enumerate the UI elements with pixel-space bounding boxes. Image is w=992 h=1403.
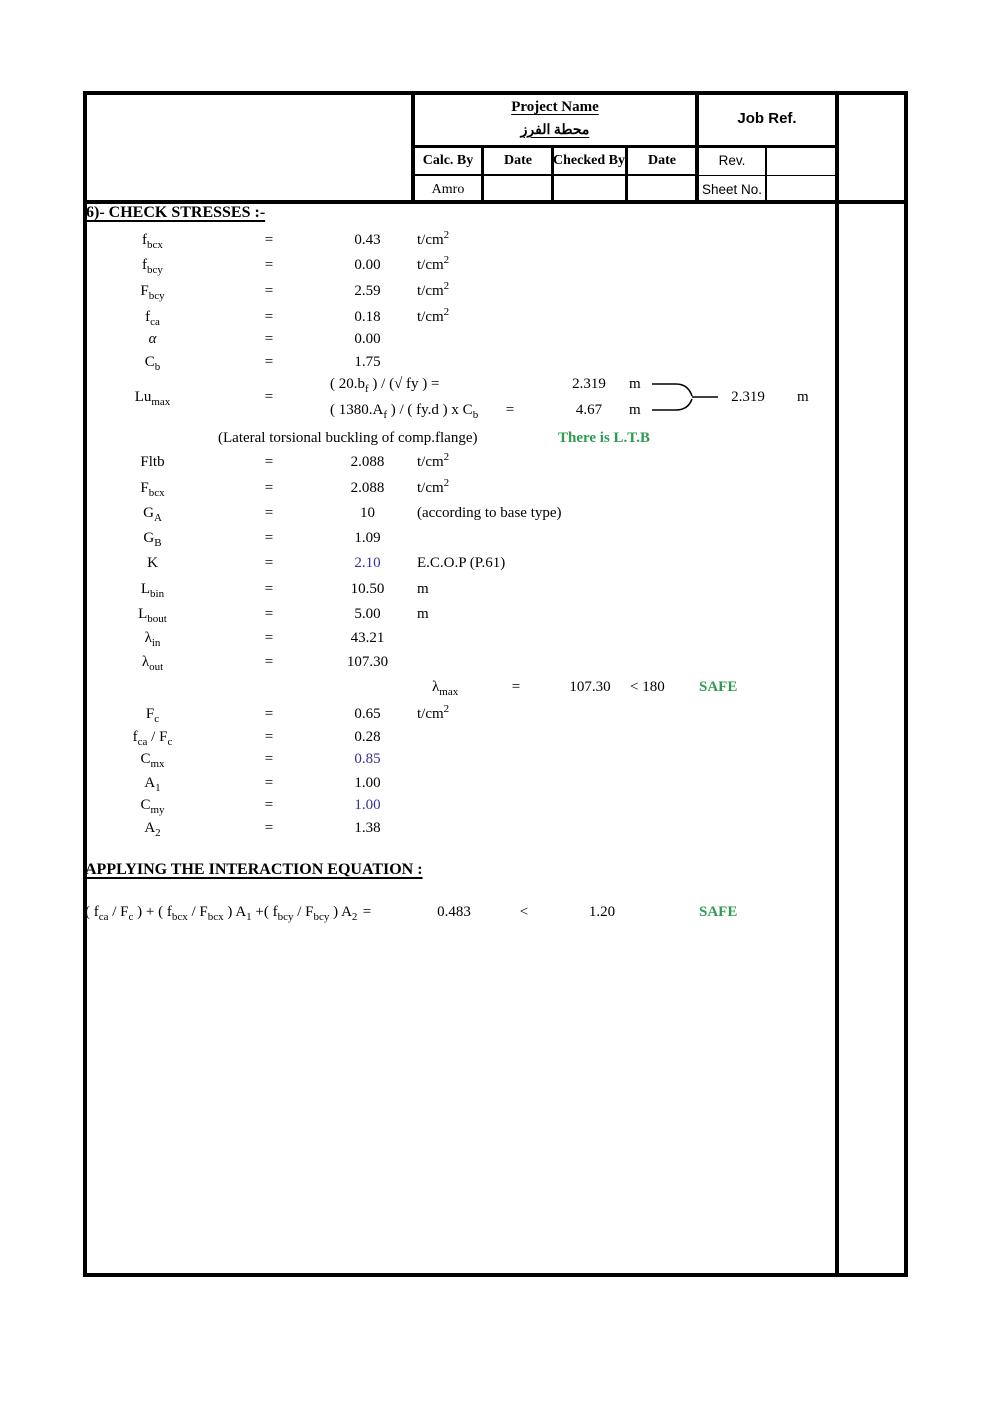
- variable-value: 2.088: [350, 454, 385, 470]
- variable-unit: m: [417, 581, 429, 597]
- variable-value: 0.65: [354, 706, 381, 722]
- variable-label: $G_A$: [143, 505, 162, 524]
- variable-value: 0.28: [354, 729, 381, 745]
- variable-value: 43.21: [350, 630, 385, 646]
- equals-sign: =: [264, 706, 274, 722]
- variable-value: 1.00: [354, 775, 381, 791]
- variable-label: K: [147, 555, 158, 571]
- lu-max-formula-2: ( $1380.A_f$ ) / ( fy.d ) x $C_b$: [330, 402, 479, 421]
- equals-sign: =: [264, 654, 274, 670]
- interaction-value: 0.483: [437, 904, 471, 920]
- interaction-equals: =: [362, 904, 372, 920]
- variable-unit: [417, 627, 825, 649]
- equals-sign: =: [264, 354, 274, 370]
- calc-row: [85, 772, 825, 794]
- equals-sign: =: [264, 630, 274, 646]
- project-name-value: محطة الفرز: [520, 123, 590, 138]
- grid-line: [697, 175, 839, 176]
- equals-sign: =: [264, 581, 274, 597]
- variable-value: 10.50: [350, 581, 385, 597]
- equals-sign: =: [264, 257, 274, 273]
- date-header-2: Date: [648, 153, 676, 168]
- variable-label: $C_{mx}$: [140, 751, 165, 770]
- variable-value: 2.088: [350, 480, 385, 496]
- variable-unit: [417, 527, 825, 549]
- lambda-max-label: $\lambda_{max}$: [432, 679, 459, 698]
- variable-value: 1.09: [354, 530, 381, 546]
- date-header-1: Date: [504, 153, 532, 168]
- job-ref-label: Job Ref.: [737, 110, 797, 127]
- variable-label: $F_{bcx}$: [140, 480, 165, 499]
- calc-row: [85, 578, 825, 600]
- lu-max-label: $Lu_{max}$: [134, 389, 171, 408]
- variable-label: $f_{ca} / F_c$: [132, 729, 173, 748]
- variable-value: 0.85: [354, 751, 381, 767]
- variable-label: $C_b$: [144, 354, 161, 373]
- variable-unit: [417, 772, 825, 794]
- calc-by-header: Calc. By: [422, 153, 474, 168]
- lu-max-result-value: 2.319: [731, 389, 765, 405]
- variable-label: $f_{ca}$: [145, 309, 160, 328]
- equals-sign: =: [264, 751, 274, 767]
- variable-label: $f_{bcx}$: [142, 232, 163, 251]
- variable-unit: [417, 651, 825, 673]
- calc-row: [85, 552, 825, 574]
- calc-row: [85, 229, 825, 251]
- variable-value: 2.59: [354, 283, 381, 299]
- calc-row: [85, 703, 825, 725]
- calc-row: [85, 451, 825, 473]
- slenderness-status-badge: SAFE: [699, 679, 738, 695]
- lu-max-result-unit: m: [797, 389, 809, 405]
- section-title-interaction: APPLYING THE INTERACTION EQUATION :: [85, 861, 423, 878]
- variable-label: α: [148, 331, 157, 347]
- grid-line: [83, 91, 908, 95]
- variable-value: 1.00: [354, 797, 381, 813]
- variable-value: 0.00: [354, 257, 381, 273]
- checked-by-header: Checked By: [553, 153, 625, 168]
- variable-unit: [417, 794, 825, 816]
- lu-max-unit-1: m: [629, 376, 641, 392]
- calc-row: [85, 477, 825, 499]
- interaction-comparator: <: [519, 904, 529, 920]
- equals-sign: =: [264, 283, 274, 299]
- variable-label: $F_{bcy}$: [140, 283, 165, 302]
- variable-unit: [417, 351, 825, 373]
- lu-max-equals: =: [264, 389, 274, 405]
- variable-label: $f_{bcy}$: [142, 257, 163, 276]
- equals-sign: =: [264, 775, 274, 791]
- variable-value: 1.38: [354, 820, 381, 836]
- variable-value: 107.30: [346, 654, 389, 670]
- lambda-max-value: 107.30: [569, 679, 611, 695]
- equals-sign: =: [264, 797, 274, 813]
- equals-sign: =: [264, 606, 274, 622]
- variable-unit: [417, 726, 825, 748]
- lu-max-equals-2: =: [505, 402, 515, 418]
- rev-label: Rev.: [718, 153, 746, 168]
- calc-row: [85, 351, 825, 373]
- equals-sign: =: [264, 820, 274, 836]
- variable-value: 10: [360, 505, 375, 521]
- equals-sign: =: [264, 454, 274, 470]
- variable-label: $\lambda_{in}$: [144, 630, 161, 649]
- interaction-equation: ( $f_{ca} / F_c$ ) + ( $f_{bcx} / F_{bcx}$ ) $A_1$ +( $f_{bcy} / F_{bcy}$ ) $A_2$: [85, 904, 358, 923]
- calc-row: [85, 306, 825, 328]
- calc-row: [85, 651, 825, 673]
- variable-unit: [417, 817, 825, 839]
- project-name-label: Project Name: [511, 99, 599, 115]
- variable-label: $L_{bout}$: [138, 606, 167, 625]
- calc-by-value: Amro: [431, 182, 465, 197]
- equals-sign: =: [264, 331, 274, 347]
- ltb-status: There is L.T.B: [558, 430, 650, 446]
- calc-row: [85, 748, 825, 770]
- equals-sign: =: [264, 729, 274, 745]
- variable-unit: $t/cm^2$: [417, 254, 450, 273]
- variable-value: 1.75: [354, 354, 381, 370]
- variable-unit: $t/cm^2$: [417, 306, 450, 325]
- calc-row: [85, 794, 825, 816]
- variable-label: $F_c$: [145, 706, 160, 725]
- variable-label: $A_1$: [144, 775, 161, 794]
- calc-row: [85, 527, 825, 549]
- variable-unit: $t/cm^2$: [417, 703, 450, 722]
- lambda-max-limit: < 180: [630, 679, 665, 695]
- equals-sign: =: [264, 530, 274, 546]
- variable-unit: $t/cm^2$: [417, 451, 450, 470]
- section-title-check-stresses: 6)- CHECK STRESSES :-: [86, 204, 266, 221]
- lu-max-formula-1: ( $20.b_f$ ) / (√ fy ) =: [330, 376, 440, 395]
- equals-sign: =: [264, 555, 274, 571]
- variable-value: 5.00: [354, 606, 381, 622]
- variable-unit: $t/cm^2$: [417, 477, 450, 496]
- calc-row: [85, 254, 825, 276]
- variable-unit: (according to base type): [417, 505, 562, 521]
- grid-line: [411, 174, 697, 176]
- variable-unit: $t/cm^2$: [417, 280, 450, 299]
- lu-max-value-1: 2.319: [572, 376, 606, 392]
- variable-value: 0.18: [354, 309, 381, 325]
- calc-row: [85, 280, 825, 302]
- calc-row: [85, 502, 825, 524]
- variable-label: $G_B$: [143, 530, 162, 549]
- lu-max-value-2: 4.67: [575, 402, 603, 418]
- variable-unit: m: [417, 606, 429, 622]
- calc-row: [85, 328, 825, 350]
- calc-row: [85, 627, 825, 649]
- variable-label: $A_2$: [144, 820, 161, 839]
- variable-label: $L_{bin}$: [140, 581, 165, 600]
- equals-sign: =: [264, 232, 274, 248]
- variable-value: 2.10: [354, 555, 381, 571]
- equals-sign: =: [264, 480, 274, 496]
- variable-label: Fltb: [140, 454, 165, 470]
- variable-unit: [417, 328, 825, 350]
- lambda-max-equals: =: [511, 679, 521, 695]
- variable-unit: $t/cm^2$: [417, 229, 450, 248]
- grid-line: [83, 1273, 908, 1277]
- calc-row: [85, 817, 825, 839]
- sheet-no-label: Sheet No.: [701, 182, 763, 197]
- lu-max-unit-2: m: [629, 402, 641, 418]
- grid-line: [904, 91, 908, 1277]
- variable-label: $\lambda_{out}$: [141, 654, 164, 673]
- interaction-status-badge: SAFE: [699, 904, 738, 920]
- calc-row: [85, 726, 825, 748]
- variable-value: 0.43: [354, 232, 381, 248]
- ltb-note: (Lateral torsional buckling of comp.flange): [218, 430, 478, 446]
- grid-line: [835, 91, 839, 1277]
- variable-label: $C_{my}$: [140, 797, 165, 816]
- variable-unit: [417, 748, 825, 770]
- calc-row: [85, 603, 825, 625]
- variable-unit: E.C.O.P (P.61): [417, 555, 506, 571]
- equals-sign: =: [264, 505, 274, 521]
- equals-sign: =: [264, 309, 274, 325]
- interaction-limit: 1.20: [588, 904, 616, 920]
- variable-value: 0.00: [354, 331, 381, 347]
